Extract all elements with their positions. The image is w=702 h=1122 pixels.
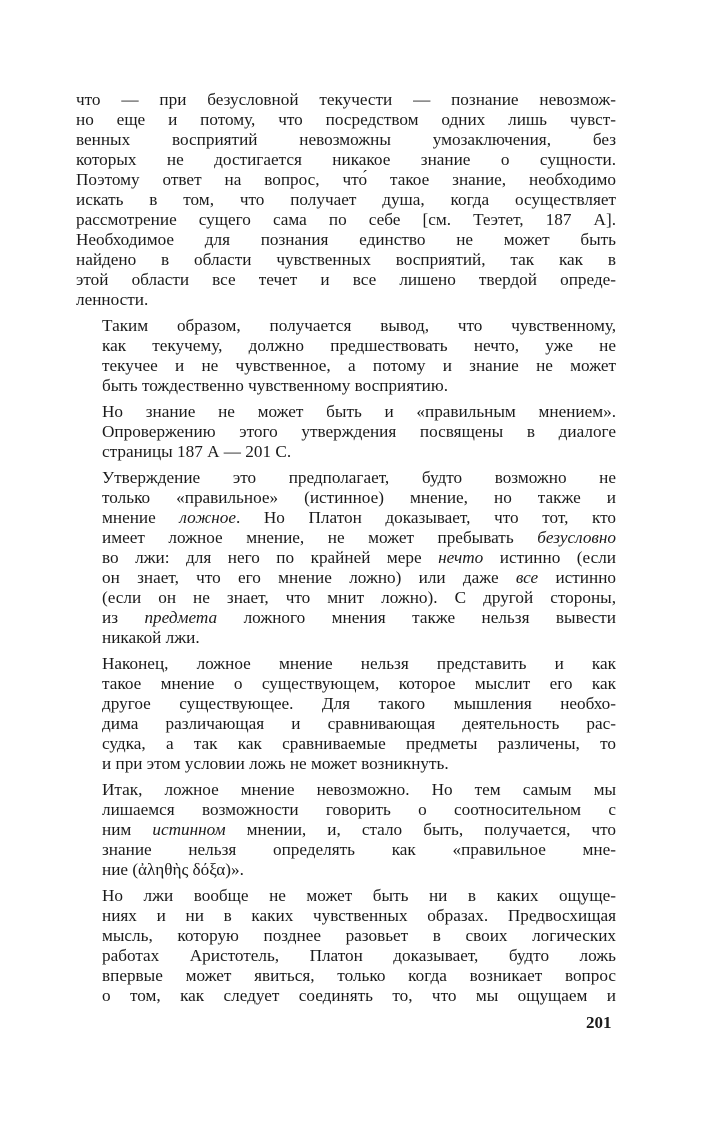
- text-line: найдено в области чувственных восприятий, так как в: [76, 250, 616, 269]
- page-number: 201: [586, 1013, 612, 1032]
- text-line: как текучему, должно предшествовать нечто, уже не: [102, 336, 616, 355]
- text-line: венных восприятий невозможны умозаключения, без: [76, 130, 616, 149]
- paragraph: [76, 316, 616, 396]
- text-line: ние (ἀληθὴς δόξα)».: [102, 860, 244, 879]
- text-line: Опровержению этого утверждения посвящены в диалоге: [102, 422, 616, 441]
- paragraph: [76, 402, 616, 462]
- text-line: Итак, ложное мнение невозможно. Но тем самым мы: [102, 780, 616, 799]
- text-line: Необходимое для познания единство не может быть: [76, 230, 616, 249]
- text-line: искать в том, что получает душа, когда осуществляет: [76, 190, 616, 209]
- text-line: впервые может явиться, только когда возникает вопрос: [102, 966, 616, 985]
- paragraph: [76, 780, 616, 880]
- text-line: он знает, что его мнение ложно) или даже все истинно: [102, 568, 616, 587]
- paragraph: [76, 886, 616, 1006]
- text-line: Поэтому ответ на вопрос, что́ такое знание, необходимо: [76, 170, 616, 189]
- paragraph: [76, 468, 616, 648]
- text-line: Но лжи вообще не может быть ни в каких ощуще-: [102, 886, 616, 905]
- text-line: мысль, которую позднее разовьет в своих логических: [102, 926, 616, 945]
- text-line: работах Аристотель, Платон доказывает, будто ложь: [102, 946, 616, 965]
- text-line: что — при безусловной текучести — познание невозмож-: [76, 90, 616, 109]
- text-line: и при этом условии ложь не может возникнуть.: [102, 754, 449, 773]
- text-line: ленности.: [76, 290, 149, 309]
- text-line: текучее и не чувственное, а потому и знание не может: [102, 356, 616, 375]
- text-line: быть тождественно чувственному восприятию.: [102, 376, 448, 395]
- text-line: страницы 187 А — 201 С.: [102, 442, 292, 461]
- text-line: такое мнение о существующем, которое мыслит его как: [102, 674, 616, 693]
- text-line: о том, как следует соединять то, что мы ощущаем и: [102, 986, 616, 1005]
- text-line: судка, а так как сравниваемые предметы различены, то: [102, 734, 616, 753]
- text-line: другое существующее. Для такого мышления необхо-: [102, 694, 616, 713]
- text-line: Таким образом, получается вывод, что чувственному,: [102, 316, 616, 335]
- paragraph: [76, 90, 616, 310]
- text-line: во лжи: для него по крайней мере нечто истинно (если: [102, 548, 616, 567]
- text-line: которых не достигается никакое знание о сущности.: [76, 150, 616, 169]
- text-line: этой области все течет и все лишено твердой опреде-: [76, 270, 616, 289]
- paragraph: [76, 654, 616, 774]
- text-line: знание нельзя определять как «правильное мне-: [102, 840, 616, 859]
- page-body: [76, 90, 616, 1012]
- text-line: Наконец, ложное мнение нельзя представить и как: [102, 654, 616, 673]
- text-line: но еще и потому, что посредством одних лишь чувст-: [76, 110, 616, 129]
- text-line: ниях и ни в каких чувственных образах. Предвосхищая: [102, 906, 616, 925]
- text-line: мнение ложное. Но Платон доказывает, что тот, кто: [102, 508, 617, 527]
- text-line: рассмотрение сущего сама по себе [см. Теэтет, 187 А].: [76, 210, 616, 229]
- text-line: никакой лжи.: [102, 628, 200, 647]
- text-line: (если он не знает, что мнит ложно). С другой стороны,: [102, 588, 616, 607]
- text-line: Утверждение это предполагает, будто возможно не: [102, 468, 616, 487]
- text-line: дима различающая и сравнивающая деятельность рас-: [102, 714, 616, 733]
- text-line: из предмета ложного мнения также нельзя вывести: [102, 608, 616, 627]
- text-line: ним истинном мнении, и, стало быть, получается, что: [102, 820, 616, 839]
- text-line: лишаемся возможности говорить о соотносительном с: [102, 800, 616, 819]
- text-line: имеет ложное мнение, не может пребывать безусловно: [102, 528, 616, 547]
- text-line: только «правильное» (истинное) мнение, но также и: [102, 488, 616, 507]
- text-line: Но знание не может быть и «правильным мнением».: [102, 402, 616, 421]
